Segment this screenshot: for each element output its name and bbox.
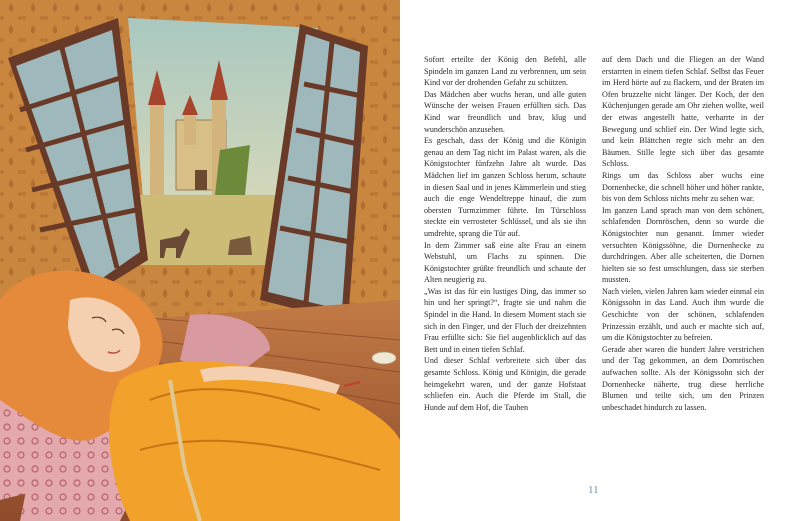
paragraph: Nach vielen, vielen Jahren kam wieder einmal ein Königssohn in das Land. Auch ihm wurde die Geschichte von der schönen, schlafenden Prinzessin erzählt, und auch er machte sich auf, um die Königstochter zu befreien. [602,286,764,343]
paragraph: In dem Zimmer saß eine alte Frau an einem Webstuhl, um Flachs zu spinnen. Die Königstochter grüßte freundlich und schaute der Alten neugierig zu. [424,240,586,285]
text-page [400,0,800,521]
text-column-right [602,54,764,413]
paragraph: Das Mädchen aber wuchs heran, und alle guten Wünsche der weisen Frauen erfüllten sich. Das Kind war freundlich und brav, klug und wunderschön anzusehen. [424,89,586,134]
page-number: 11 [588,484,599,496]
paragraph: Im ganzen Land sprach man von dem schönen, schlafenden Dornröschen, denn so wurde die Königstochter nun genannt. Immer wieder versuchten Königssöhne, die Dornenhecke zu durchdringen. Aber alle scheiterten, die Dornen hielten sie so fest umschlungen, dass sie sterben mussten. [602,205,764,285]
text-column-left [424,54,586,413]
paragraph: „Was ist das für ein lustiges Ding, das immer so hin und her springt?“, fragte sie und nahm die Spindel in die Hand. In diesem Moment stach sie sich in den Finger, und der Fluch der dreizehnten Frau erfüllte sich: Sie fiel augenblicklich auf das Bett und in einen tiefen Schlaf. [424,286,586,354]
spindle [372,352,396,364]
paragraph: Sofort erteilte der König den Befehl, alle Spindeln im ganzen Land zu verbrennen, um sein Kind vor der drohenden Gefahr zu schützen. [424,55,586,88]
paragraph: auf dem Dach und die Fliegen an der Wand erstarrten in einem tiefen Schlaf. Selbst das Feuer im Herd hörte auf zu flackern, und der Braten im Ofen bruzzelte nicht länger. Der Koch, der den Küchenjungen gerade am Ohr ziehen wollte, weil der etwas angestellt hatte, verharrte in der Bewegung und schlief ein. Der Wind legte sich, und kein Blättchen regte sich mehr an den Bäumen. Stille legte sich über das gesamte Schloss. [602,55,764,169]
paragraph: Es geschah, dass der König und die Königin genau an dem Tag nicht im Palast waren, als die Königstochter fünfzehn Jahre alt wurde. Das Mädchen lief im ganzen Schloss herum, schaute in diesen Saal und in jenes Kämmerlein und stieg auch die enge Wendeltreppe hinauf, die zum obersten Turmzimmer führte. Im Türschloss steckte ein verrosteter Schlüssel, und als sie ihn umdrehte, sprang die Tür auf. [424,136,586,238]
paragraph: Rings um das Schloss aber wuchs eine Dornenhecke, die schnell höher und höher rankte, bis von dem Schloss nichts mehr zu sehen war. [602,170,764,204]
paragraph: Und dieser Schlaf verbreitete sich über das gesamte Schloss. König und Königin, die gerade heimgekehrt waren, und der ganze Hofstaat schliefen ein. Auch die Pferde im Stall, die Hunde auf dem Hof, die Tauben [424,356,586,412]
paragraph: Gerade aber waren die hundert Jahre verstrichen und der Tag gekommen, an dem Dornröschen aufwachen sollte. Als der Königssohn sich der Dornenhecke näherte, trug diese herrliche Blumen und teilte sich, um den Prinzen unbeschadet hindurch zu lassen. [602,344,764,412]
